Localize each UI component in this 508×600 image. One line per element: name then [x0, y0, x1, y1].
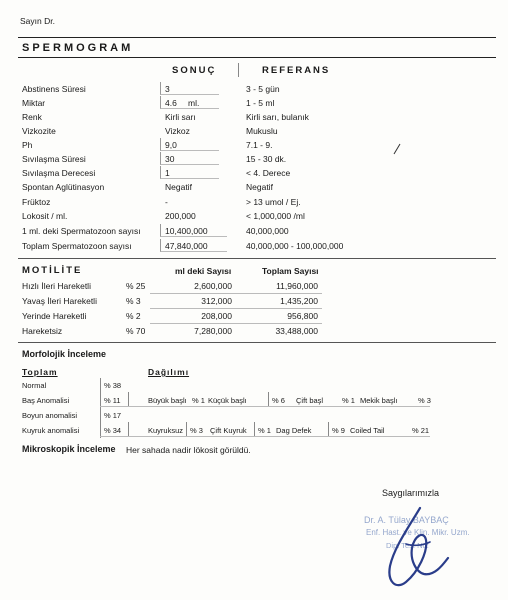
row-value: 9,0	[165, 140, 177, 150]
row-value: 3	[165, 84, 170, 94]
header-referans: REFERANS	[262, 65, 331, 76]
row-ref: < 1,000,000 /ml	[246, 211, 305, 221]
row-label: Toplam Spermatozoon sayısı	[22, 241, 132, 251]
row-label: Miktar	[22, 98, 46, 108]
row-label: Sıvılaşma Süresi	[22, 154, 86, 164]
row-label: Renk	[22, 112, 42, 122]
row-label: Abstinens Süresi	[22, 84, 86, 94]
morph-pct: % 17	[104, 411, 122, 420]
bas-label: Çift başl	[296, 396, 324, 405]
bas-pct: % 1	[342, 396, 355, 405]
row-value: 30	[165, 154, 175, 164]
motility-ml: 2,600,000	[194, 281, 232, 291]
row-value: 200,000	[165, 211, 196, 221]
kuyruk-label: Coiled Tail	[350, 426, 385, 435]
morph-pct: % 38	[104, 381, 122, 390]
row-value: Kirli sarı	[165, 112, 196, 122]
motility-label: Hızlı İleri Hareketli	[22, 281, 91, 291]
bas-pct: % 1	[192, 396, 205, 405]
motility-total: 11,960,000	[276, 281, 318, 291]
row-ref: > 13 umol / Ej.	[246, 197, 301, 207]
section-divider	[18, 258, 496, 259]
morph-row-line	[100, 436, 430, 437]
row-ref: 7.1 - 9.	[246, 140, 273, 150]
motility-row-line	[150, 323, 322, 324]
row-ref: 1 - 5 ml	[246, 98, 275, 108]
motility-ml: 208,000	[201, 311, 232, 321]
pen-mark	[392, 142, 402, 156]
motility-pct: % 2	[126, 311, 141, 321]
row-label: Vizkozite	[22, 126, 56, 136]
bas-pct: % 3	[418, 396, 431, 405]
motility-row-line	[150, 308, 322, 309]
motility-total: 1,435,200	[280, 296, 318, 306]
row-label: Spontan Aglütinasyon	[22, 182, 105, 192]
kuyruk-pct: % 1	[258, 426, 271, 435]
row-label: Lokosit / ml.	[22, 211, 68, 221]
row-value: 4.6	[165, 98, 177, 108]
micro-label: Mikroskopik İnceleme	[22, 444, 116, 454]
motility-pct: % 70	[126, 326, 146, 336]
row-ref: 40,000,000	[246, 226, 289, 236]
motility-ml: 7,280,000	[194, 326, 232, 336]
header-sonuc: SONUÇ	[172, 65, 217, 76]
row-ref: Mukuslu	[246, 126, 278, 136]
section-divider	[18, 342, 496, 343]
motility-total: 33,488,000	[275, 326, 318, 336]
motility-label: Yavaş İleri Hareketli	[22, 296, 97, 306]
row-ref: 40,000,000 - 100,000,000	[246, 241, 344, 251]
row-ref: 3 - 5 gün	[246, 84, 280, 94]
morph-grid-line	[128, 422, 129, 436]
motility-pct: % 3	[126, 296, 141, 306]
morph-grid-line	[128, 392, 129, 406]
row-value: Vizkoz	[165, 126, 190, 136]
row-label: 1 ml. deki Spermatozoon sayısı	[22, 226, 141, 236]
row-ref: < 4. Derece	[246, 168, 291, 178]
morph-label: Kuyruk anomalisi	[22, 426, 80, 435]
motility-pct: % 25	[126, 281, 146, 291]
morph-dagilimi: Dağılımı	[148, 367, 190, 377]
kuyruk-pct: % 9	[332, 426, 345, 435]
morph-label: Normal	[22, 381, 47, 390]
row-label: Früktoz	[22, 197, 51, 207]
bas-label: Küçük başlı	[208, 396, 247, 405]
morph-title: Morfolojik İnceleme	[22, 349, 107, 359]
bas-label: Mekik başlı	[360, 396, 398, 405]
title-divider-top	[18, 37, 496, 38]
morph-pct: % 11	[104, 396, 121, 405]
row-value: -	[165, 197, 168, 207]
morph-label: Baş Anomalisi	[22, 396, 70, 405]
row-ref: Kirli sarı, bulanık	[246, 112, 309, 122]
row-value: Negatif	[165, 182, 192, 192]
motility-label: Hareketsiz	[22, 326, 63, 336]
kuyruk-label: Dag Defek	[276, 426, 312, 435]
kuyruk-pct: % 21	[412, 426, 430, 435]
bas-pct: % 6	[272, 396, 285, 405]
row-value: 10,400,000	[165, 226, 208, 236]
motility-title: MOTİLİTE	[22, 265, 83, 276]
kuyruk-label: Kuyruksuz	[148, 426, 184, 435]
morph-row-line	[100, 406, 430, 407]
row-ref: Negatif	[246, 182, 273, 192]
signer-title: Enf. Hast. ve Klin. Mikr. Uzm.	[366, 528, 470, 537]
row-value: 47,840,000	[165, 241, 208, 251]
motility-ml: 312,000	[201, 296, 232, 306]
micro-text: Her sahada nadir lökosit görüldü.	[126, 445, 251, 455]
signer-name: Dr. A. Tülay BAYBAÇ	[364, 515, 449, 525]
page-title: SPERMOGRAM	[22, 42, 134, 54]
signer-code: Dip. Tes. No:	[386, 541, 429, 550]
bas-label: Büyük başlı	[148, 396, 187, 405]
morph-label: Boyun anomalisi	[22, 411, 78, 420]
row-label: Sıvılaşma Derecesi	[22, 168, 96, 178]
title-divider-bottom	[18, 57, 496, 58]
closing-text: Saygılarımızla	[382, 488, 440, 498]
morph-grid-line	[186, 422, 187, 436]
morph-grid-line	[254, 422, 255, 436]
morph-pct: % 34	[104, 426, 122, 435]
signature-scribble	[360, 500, 470, 595]
motility-col-ml: ml deki Sayısı	[175, 266, 232, 276]
motility-col-total: Toplam Sayısı	[262, 266, 319, 276]
morph-grid-line	[100, 378, 101, 438]
greeting: Sayın Dr.	[20, 16, 55, 26]
row-value: 1	[165, 168, 170, 178]
header-separator	[238, 63, 239, 77]
row-ref: 15 - 30 dk.	[246, 154, 287, 164]
row-unit: ml.	[188, 98, 200, 108]
motility-label: Yerinde Hareketli	[22, 311, 87, 321]
motility-row-line	[150, 293, 322, 294]
motility-total: 956,800	[287, 311, 318, 321]
row-label: Ph	[22, 140, 33, 150]
kuyruk-label: Çift Kuyruk	[210, 426, 247, 435]
morph-grid-line	[268, 392, 269, 406]
morph-toplam: Toplam	[22, 367, 58, 377]
kuyruk-pct: % 3	[190, 426, 203, 435]
morph-grid-line	[328, 422, 329, 436]
